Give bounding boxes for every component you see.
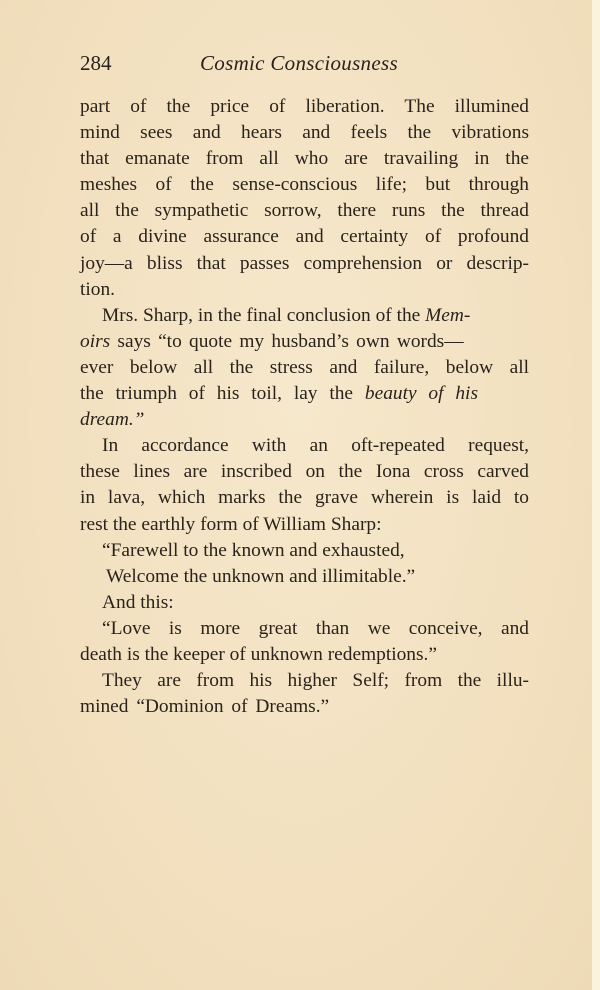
text-line [80,407,529,433]
text-line: tion. [80,278,116,300]
verse-line: Welcome the unknown and illimitable.” [106,565,416,587]
text-line: In accordance with an oft-repeated request, [102,435,529,457]
text-line: They are from his higher Self; from the illu- [102,670,529,692]
running-title: Cosmic Consciousness [200,51,398,75]
text-line: that emanate from all who are travailing in the [80,148,529,170]
italic-segment: oirs [80,330,111,352]
italic-segment: beauty of his [364,383,478,405]
text-line: these lines are inscribed on the Iona cross carved [80,461,529,483]
page-edge [592,0,600,990]
text-line: part of the price of liberation. The illumined [80,96,529,117]
text-line: joy—a bliss that passes comprehension or descrip- [80,252,529,274]
italic-segment: Mem- [425,304,471,326]
page-number: 284 [80,51,112,75]
verse-line: “Farewell to the known and exhausted, [102,539,405,561]
verse-line: “Love is more great than we conceive, and [102,617,529,639]
text-line: And this: [102,591,174,613]
text-line: mind sees and hears and feels the vibrations [80,122,529,144]
text-line [80,381,529,407]
text-segment: Mrs. Sharp, in the final conclusion of the [102,304,426,326]
text-line: of a divine assurance and certainty of profound [80,226,529,248]
text-line: in lava, which marks the grave wherein is laid to [80,487,529,509]
body-text [80,94,529,720]
text-line: meshes of the sense-conscious life; but through [80,174,529,196]
text-segment: says “to quote my husband’s own words— [110,330,464,352]
text-line: all the sympathetic sorrow, there runs the thread [80,200,529,222]
page-header [80,50,530,76]
text-line: rest the earthly form of William Sharp: [80,513,382,535]
text-segment: the triumph of his toil, lay the [80,383,365,405]
text-line: ever below all the stress and failure, below all [80,356,529,378]
verse-line: death is the keeper of unknown redemptions.” [80,643,438,665]
text-line [80,329,529,355]
text-line [80,303,529,329]
text-line: mined “Dominion of Dreams.” [80,696,330,718]
italic-segment: dream.” [80,409,145,431]
